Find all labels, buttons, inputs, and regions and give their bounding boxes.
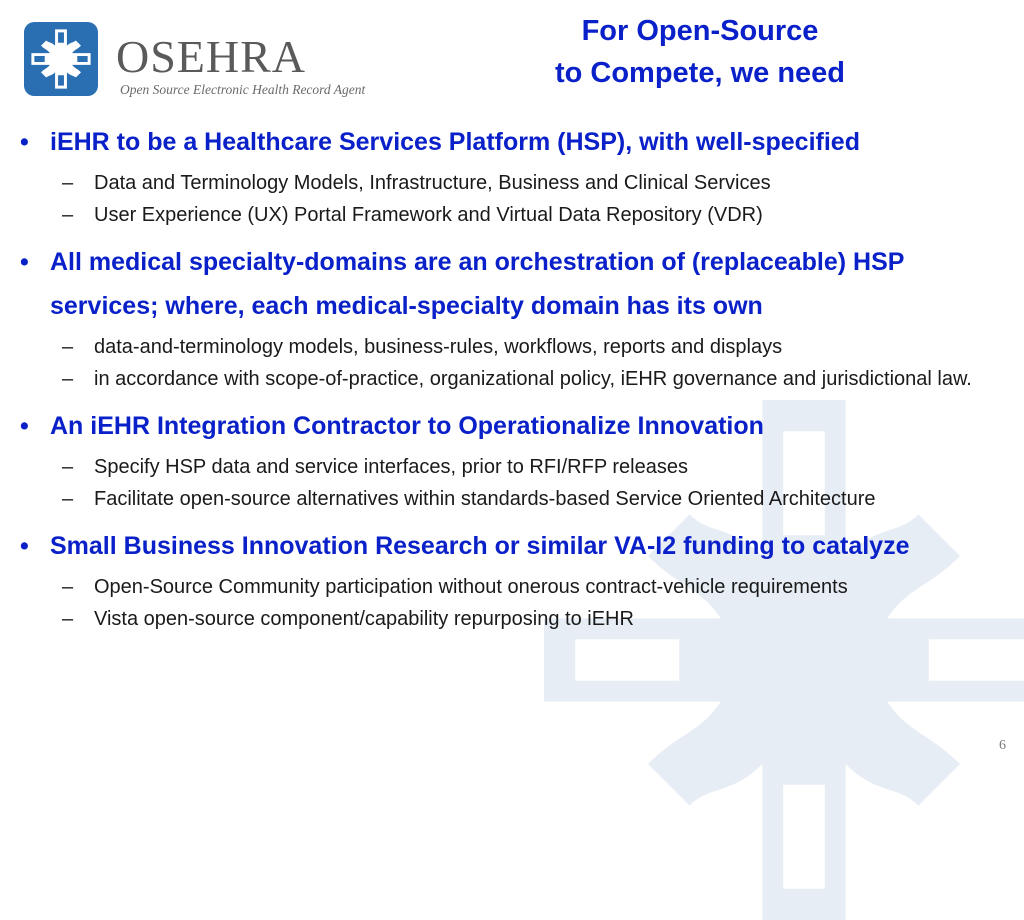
sub-bullet-text: Vista open-source component/capability repurposing to iEHR bbox=[94, 608, 634, 630]
bullet-list bbox=[20, 120, 1012, 632]
bullet-marker: • bbox=[20, 532, 29, 560]
sub-bullet-item bbox=[62, 170, 1012, 196]
sub-bullet-text: User Experience (UX) Portal Framework and Virtual Data Repository (VDR) bbox=[94, 204, 763, 226]
sub-bullet-marker: – bbox=[62, 608, 74, 630]
sub-bullet-marker: – bbox=[62, 576, 74, 598]
bullet-item bbox=[20, 404, 1012, 448]
sub-bullet-text: Facilitate open-source alternatives within standards-based Service Oriented Architecture bbox=[94, 488, 876, 510]
bullet-marker: • bbox=[20, 412, 29, 440]
page-number: 6 bbox=[999, 738, 1006, 753]
slide-title-line1: For Open-Source bbox=[581, 15, 819, 47]
sub-bullet-text: data-and-terminology models, business-rules, workflows, reports and displays bbox=[94, 336, 783, 358]
sub-bullet-item bbox=[62, 202, 1012, 228]
logo-wordmark: OSEHRA bbox=[116, 31, 307, 82]
bullet-item bbox=[20, 120, 1012, 164]
bullet-text: Small Business Innovation Research or similar VA-I2 funding to catalyze bbox=[50, 532, 910, 560]
sub-bullet-marker: – bbox=[62, 336, 74, 358]
osehra-logo bbox=[24, 18, 414, 100]
sub-bullet-item bbox=[62, 574, 1012, 600]
osehra-cross-icon bbox=[24, 22, 98, 96]
slide-title-line2: to Compete, we need bbox=[554, 57, 846, 89]
bullet-text: All medical specialty-domains are an orchestration of (replaceable) HSP services; where, each medical-specialty domain has its own bbox=[50, 248, 904, 320]
sub-bullet-marker: – bbox=[62, 368, 74, 390]
bullet-text: iEHR to be a Healthcare Services Platform (HSP), with well-specified bbox=[50, 128, 860, 156]
bullet-text: An iEHR Integration Contractor to Operationalize Innovation bbox=[50, 412, 764, 440]
bullet-item bbox=[20, 524, 1012, 568]
sub-bullet-text: Data and Terminology Models, Infrastructure, Business and Clinical Services bbox=[94, 172, 771, 194]
sub-bullet-text: Specify HSP data and service interfaces, prior to RFI/RFP releases bbox=[94, 456, 688, 478]
sub-bullet-item bbox=[62, 334, 1012, 360]
sub-bullet-item bbox=[62, 606, 1012, 632]
bullet-item bbox=[20, 240, 1012, 328]
sub-bullet-item bbox=[62, 366, 1012, 392]
sub-bullet-item bbox=[62, 454, 1012, 480]
sub-bullet-marker: – bbox=[62, 172, 74, 194]
bullet-marker: • bbox=[20, 128, 29, 156]
sub-bullet-marker: – bbox=[62, 204, 74, 226]
bullet-marker: • bbox=[20, 248, 29, 276]
sub-bullet-item bbox=[62, 486, 1012, 512]
sub-bullet-text: in accordance with scope-of-practice, organizational policy, iEHR governance and jurisdictional law. bbox=[94, 368, 972, 390]
sub-bullet-marker: – bbox=[62, 488, 74, 510]
slide-title bbox=[460, 10, 940, 94]
sub-bullet-marker: – bbox=[62, 456, 74, 478]
sub-bullet-text: Open-Source Community participation without onerous contract-vehicle requirements bbox=[94, 576, 848, 598]
logo-tagline: Open Source Electronic Health Record Agent bbox=[120, 82, 366, 97]
